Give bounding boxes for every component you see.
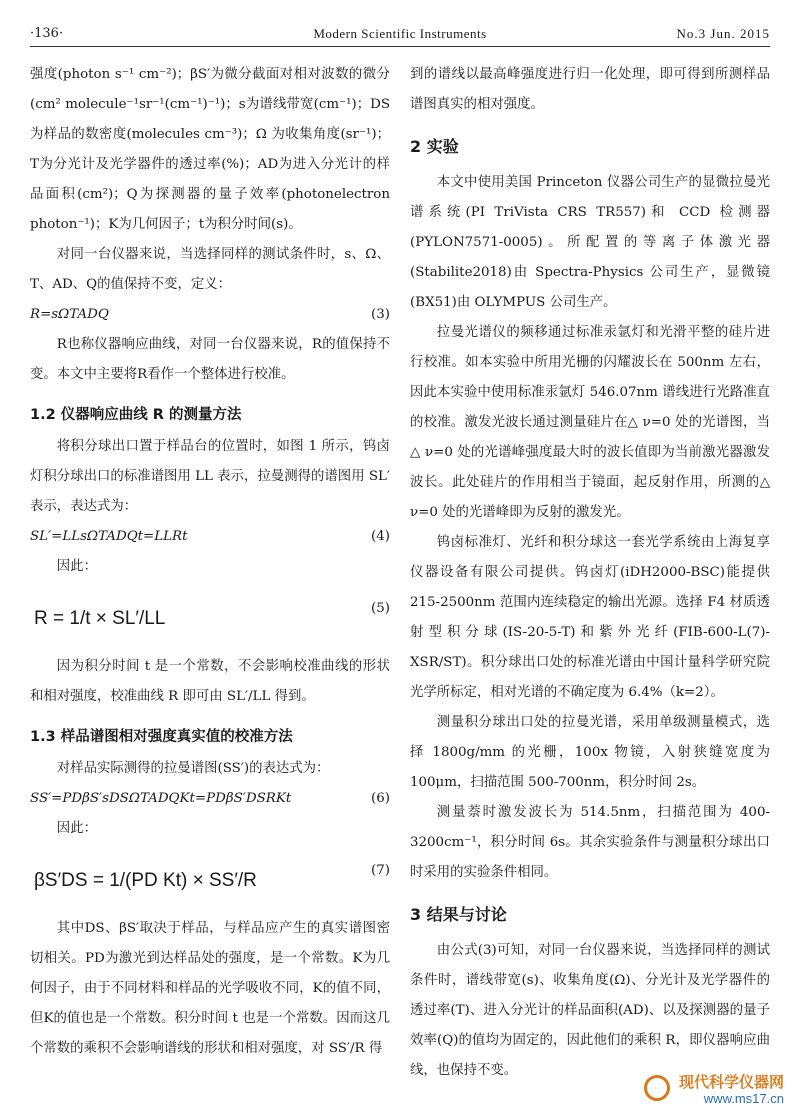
journal-name: Modern Scientific Instruments xyxy=(313,26,487,41)
equation-7 xyxy=(30,844,390,914)
paragraph: R也称仪器响应曲线，对同一台仪器来说，R的值保持不变。本文中主要将R看作一个整体进行校准。 xyxy=(30,337,390,382)
section-heading: 3 结果与讨论 xyxy=(410,905,507,924)
page-number: ·136· xyxy=(30,26,64,41)
paragraph: 将积分球出口置于样品台的位置时，如图 1 所示，钨卤灯积分球出口的标准谱图用 LL 表示，拉曼测得的谱图用 SL′ 表示，表达式为： xyxy=(30,439,390,514)
watermark-url: www.ms17.cn xyxy=(703,1091,784,1106)
issue-info: No.3 Jun. 2015 xyxy=(676,26,770,41)
paragraph: 到的谱线以最高峰强度进行归一化处理，即可得到所测样品谱图真实的相对强度。 xyxy=(410,67,770,112)
equation-body: R = 1/t × SL′/LL xyxy=(34,608,166,629)
equation-number: (6) xyxy=(371,791,390,806)
paragraph: 强度(photon s⁻¹ cm⁻²)；βS′为微分截面对相对波数的微分(cm² molecule⁻¹sr⁻¹(cm⁻¹)⁻¹)；s为谱线带宽(cm⁻¹)；DS为样品的数密度(molecules cm⁻³)；Ω 为收集角度(sr⁻¹)；T为分光计及光学器件的透过率(%)；AD为进入分光计的样品面积(cm²)；Q为探测器的量子效率(photonelectron photon⁻¹)；K为几何因子；t为积分时间(s)。 xyxy=(30,67,390,232)
watermark-logo-icon xyxy=(644,1075,670,1101)
paragraph: 因为积分时间 t 是一个常数，不会影响校准曲线的形状和相对强度，校准曲线 R 即可由 SL′/LL 得到。 xyxy=(30,659,390,704)
paragraph: 对样品实际测得的拉曼谱图(SS′)的表达式为： xyxy=(56,761,330,776)
section-heading: 1.3 样品谱图相对强度真实值的校准方法 xyxy=(30,729,293,745)
paragraph: 本文中使用美国 Princeton 仪器公司生产的显微拉曼光谱系统(PI TriVista CRS TR557)和 CCD 检测器(PYLON7571-0005)。所配置的等离子体激光器(Stabilite2018)由 Spectra-Physics 公司生产，显微镜(BX51)由 OLYMPUS 公司生产。 xyxy=(410,175,770,310)
paragraph: 因此： xyxy=(56,821,97,836)
section-heading: 2 实验 xyxy=(410,137,459,156)
right-column xyxy=(410,60,770,1086)
equation-body: SL′=LLsΩTADQt=LLRt xyxy=(30,529,188,544)
watermark-text: 现代科学仪器网 xyxy=(678,1073,784,1091)
equation-body: SS′=PDβS′sDSΩTADQKt=PDβS′DSRKt xyxy=(30,791,292,806)
equation-5 xyxy=(30,582,390,652)
paragraph: 钨卤标准灯、光纤和积分球这一套光学系统由上海复享仪器设备有限公司提供。钨卤灯(iDH2000-BSC)能提供 215-2500nm 范围内连续稳定的输出光源。选择 F4 材质透射型积分球(IS-20-5-T)和紫外光纤(FIB-600-L(7)-XSR/ST)。积分球出口处的标准光谱由中国计量科学研究院光学所标定，相对光谱的不确定度为 6.4%（k=2）。 xyxy=(410,535,770,700)
equation-number: (3) xyxy=(371,307,390,322)
paragraph: 对同一台仪器来说，当选择同样的测试条件时，s、Ω、T、AD、Q的值保持不变，定义： xyxy=(30,247,390,292)
equation-body: βS′DS = 1/(PD Kt) × SS′/R xyxy=(34,870,257,891)
watermark xyxy=(644,1071,784,1111)
equation-number: (4) xyxy=(371,529,390,544)
equation-4 xyxy=(30,522,390,552)
section-heading: 1.2 仪器响应曲线 R 的测量方法 xyxy=(30,407,242,423)
paragraph: 测量积分球出口处的拉曼光谱，采用单级测量模式，选择 1800g/mm 的光栅，100x 物镜，入射狭缝宽度为 100μm，扫描范围 500-700nm，积分时间 2s。 xyxy=(410,715,770,790)
equation-3 xyxy=(30,300,390,330)
paragraph: 测量萘时激发波长为 514.5nm，扫描范围为 400-3200cm⁻¹，积分时间 6s。其余实验条件与测量积分球出口时采用的实验条件相同。 xyxy=(410,805,770,880)
paragraph: 由公式(3)可知，对同一台仪器来说，当选择同样的测试条件时，谱线带宽(s)、收集角度(Ω)、分光计及光学器件的透过率(T)、进入分光计的样品面积(AD)、以及探测器的量子效率(Q)的值均为固定的，因此他们的乘积 R，即仪器响应曲线，也保持不变。 xyxy=(410,943,770,1078)
equation-number: (7) xyxy=(371,863,390,878)
equation-number: (5) xyxy=(371,601,390,616)
paragraph: 因此： xyxy=(56,559,97,574)
left-column xyxy=(30,60,390,1064)
paragraph: 其中DS、βS′取决于样品，与样品应产生的真实谱图密切相关。PD为激光到达样品处的强度，是一个常数。K为几何因子，由于不同材料和样品的光学吸收不同，K的值不同，但K的值也是一个常数。积分时间 t 也是一个常数。因而这几个常数的乘积不会影响谱线的形状和相对强度，对 SS′/R 得 xyxy=(30,921,390,1056)
running-header xyxy=(30,22,770,47)
equation-body: R=sΩTADQ xyxy=(30,307,109,322)
equation-6 xyxy=(30,784,390,814)
paragraph: 拉曼光谱仪的频移通过标准汞氩灯和光滑平整的硅片进行校准。如本实验中所用光栅的闪耀波长在 500nm 左右，因此本实验中使用标准汞氩灯 546.07nm 谱线进行光路准直的校准。激发光波长通过测量硅片在△ ν=0 处的光谱图，当△ ν=0 处的光谱峰强度最大时的波长值即为当前激光器激发波长。此处硅片的作用相当于镜面，起反射作用，所测的△ ν=0 处的光谱峰即为反射的激发光。 xyxy=(410,325,770,520)
